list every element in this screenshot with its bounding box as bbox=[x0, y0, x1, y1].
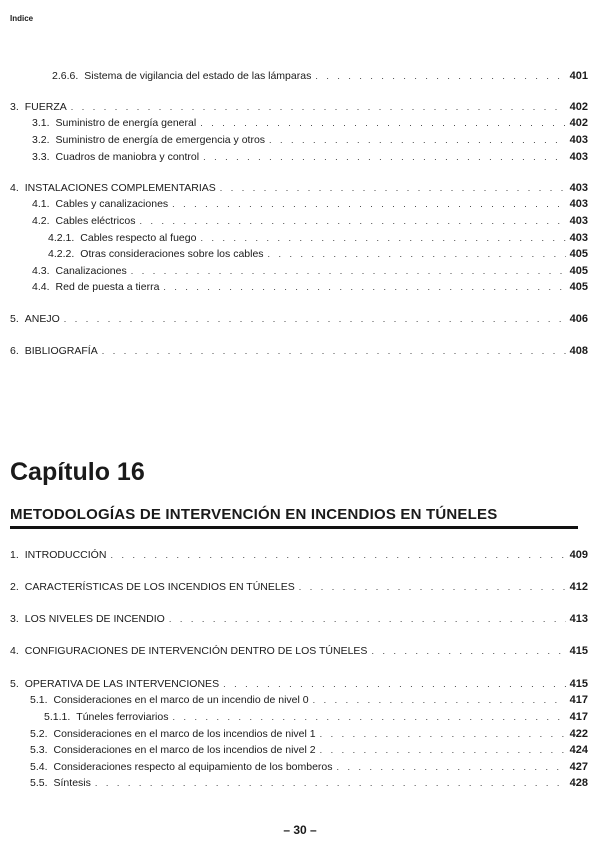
toc-entry-title: Consideraciones en el marco de los incendios de nivel 1 bbox=[53, 728, 316, 740]
toc-entry-title: BIBLIOGRAFÍA bbox=[24, 345, 98, 357]
toc-entry-number: 5.2. bbox=[30, 728, 48, 740]
toc-entry-page: 413 bbox=[569, 613, 588, 625]
toc-entry-page: 405 bbox=[569, 248, 588, 260]
toc-entry-number: 4.2. bbox=[32, 215, 50, 227]
toc-entry bbox=[10, 101, 588, 113]
toc-entry bbox=[48, 248, 588, 260]
toc-entry-title: Síntesis bbox=[53, 777, 91, 789]
toc-entry bbox=[30, 761, 588, 773]
toc-dot-leader bbox=[139, 215, 565, 227]
toc-dot-leader bbox=[337, 761, 566, 773]
toc-entry-number: 1. bbox=[10, 549, 19, 561]
running-header: Indice bbox=[10, 14, 34, 23]
toc-entry-page: 405 bbox=[569, 265, 588, 277]
toc-entry bbox=[30, 744, 588, 756]
toc-entry bbox=[32, 215, 588, 227]
toc-dot-leader bbox=[220, 182, 566, 194]
toc-dot-leader bbox=[172, 711, 565, 723]
toc-entry-title: Sistema de vigilancia del estado de las lámparas bbox=[84, 70, 312, 82]
toc-entry-number: 5. bbox=[10, 678, 19, 690]
toc-entry-number: 3. bbox=[10, 101, 19, 113]
toc-entry-number: 3.3. bbox=[32, 151, 50, 163]
toc-dot-leader bbox=[95, 777, 566, 789]
toc-entry bbox=[10, 345, 588, 357]
toc-dot-leader bbox=[313, 694, 566, 706]
toc-entry-title: Canalizaciones bbox=[55, 265, 127, 277]
page-number: – 30 – bbox=[283, 823, 317, 837]
toc-entry-page: 409 bbox=[569, 549, 588, 561]
toc-entry bbox=[32, 281, 588, 293]
toc-entry-number: 4. bbox=[10, 182, 19, 194]
toc-entry-page: 403 bbox=[569, 182, 588, 194]
toc-entry bbox=[32, 265, 588, 277]
toc-entry-title: Túneles ferroviarios bbox=[76, 711, 169, 723]
toc-entry-number: 5.3. bbox=[30, 744, 48, 756]
chapter-title-rule bbox=[10, 526, 578, 529]
toc-entry-page: 406 bbox=[569, 313, 588, 325]
toc-dot-leader bbox=[320, 744, 566, 756]
toc-entry-title: CONFIGURACIONES DE INTERVENCIÓN DENTRO DE LOS TÚNELES bbox=[24, 645, 368, 657]
toc-dot-leader bbox=[131, 265, 566, 277]
toc-entry-number: 5.4. bbox=[30, 761, 48, 773]
toc-entry-number: 2.6.6. bbox=[52, 70, 79, 82]
toc-entry bbox=[10, 581, 588, 593]
toc-dot-leader bbox=[269, 134, 566, 146]
toc-dot-leader bbox=[315, 70, 565, 82]
toc-entry-title: Cables respecto al fuego bbox=[80, 232, 197, 244]
toc-entry-page: 403 bbox=[569, 215, 588, 227]
toc-entry bbox=[30, 694, 588, 706]
toc-entry-page: 417 bbox=[569, 711, 588, 723]
toc-entry-number: 5. bbox=[10, 313, 19, 325]
toc-entry-page: 403 bbox=[569, 151, 588, 163]
toc-entry bbox=[10, 549, 588, 561]
toc-entry-page: 428 bbox=[569, 777, 588, 789]
toc-entry-page: 403 bbox=[569, 232, 588, 244]
toc-entry-number: 4.4. bbox=[32, 281, 50, 293]
toc-entry-number: 4.1. bbox=[32, 198, 50, 210]
toc-dot-leader bbox=[110, 549, 565, 561]
toc-entry-title: Cuadros de maniobra y control bbox=[55, 151, 200, 163]
toc-entry bbox=[10, 182, 588, 194]
toc-entry-title: Cables eléctricos bbox=[55, 215, 136, 227]
toc-entry-number: 4. bbox=[10, 645, 19, 657]
toc-entry-title: INTRODUCCIÓN bbox=[24, 549, 107, 561]
toc-dot-leader bbox=[299, 581, 566, 593]
toc-dot-leader bbox=[163, 281, 565, 293]
toc-entry bbox=[10, 645, 588, 657]
toc-entry bbox=[10, 313, 588, 325]
toc-entry-number: 4.2.2. bbox=[48, 248, 75, 260]
toc-entry bbox=[32, 151, 588, 163]
toc-entry-page: 403 bbox=[569, 198, 588, 210]
toc-entry-title: Suministro de energía de emergencia y otros bbox=[55, 134, 266, 146]
toc-entry bbox=[30, 728, 588, 740]
toc-entry-page: 401 bbox=[569, 70, 588, 82]
toc-entry-title: Consideraciones en el marco de un incendio de nivel 0 bbox=[53, 694, 309, 706]
toc-entry-page: 403 bbox=[569, 134, 588, 146]
toc-entry-title: LOS NIVELES DE INCENDIO bbox=[24, 613, 165, 625]
toc-entry-page: 402 bbox=[569, 101, 588, 113]
toc-entry-title: INSTALACIONES COMPLEMENTARIAS bbox=[24, 182, 216, 194]
chapter-label: Capítulo 16 bbox=[10, 458, 145, 486]
toc-entry-number: 2. bbox=[10, 581, 19, 593]
toc-entry-page: 424 bbox=[569, 744, 588, 756]
toc-dot-leader bbox=[64, 313, 566, 325]
toc-entry-title: ANEJO bbox=[24, 313, 60, 325]
toc-dot-leader bbox=[102, 345, 566, 357]
toc-entry-title: OPERATIVA DE LAS INTERVENCIONES bbox=[24, 678, 220, 690]
toc-entry-page: 415 bbox=[569, 645, 588, 657]
toc-entry-page: 422 bbox=[569, 728, 588, 740]
toc-entry bbox=[10, 613, 588, 625]
toc-entry-title: Consideraciones respecto al equipamiento de los bomberos bbox=[53, 761, 333, 773]
toc-dot-leader bbox=[320, 728, 566, 740]
toc-dot-leader bbox=[268, 248, 566, 260]
toc-entry-title: Red de puesta a tierra bbox=[55, 281, 160, 293]
toc-dot-leader bbox=[223, 678, 566, 690]
toc-entry-title: CARACTERÍSTICAS DE LOS INCENDIOS EN TÚNELES bbox=[24, 581, 295, 593]
toc-entry bbox=[30, 777, 588, 789]
toc-dot-leader bbox=[169, 613, 566, 625]
toc-dot-leader bbox=[172, 198, 565, 210]
toc-entry-number: 3. bbox=[10, 613, 19, 625]
toc-entry-page: 417 bbox=[569, 694, 588, 706]
toc-dot-leader bbox=[203, 151, 566, 163]
toc-dot-leader bbox=[200, 232, 565, 244]
toc-dot-leader bbox=[71, 101, 566, 113]
toc-entry-number: 6. bbox=[10, 345, 19, 357]
toc-entry-number: 4.3. bbox=[32, 265, 50, 277]
toc-entry-title: Otras consideraciones sobre los cables bbox=[80, 248, 264, 260]
toc-entry-page: 412 bbox=[569, 581, 588, 593]
toc-entry-title: Consideraciones en el marco de los incendios de nivel 2 bbox=[53, 744, 316, 756]
toc-entry bbox=[44, 711, 588, 723]
toc-entry-page: 408 bbox=[569, 345, 588, 357]
toc-entry-number: 5.5. bbox=[30, 777, 48, 789]
toc-entry bbox=[32, 117, 588, 129]
toc-entry-title: FUERZA bbox=[24, 101, 67, 113]
toc-entry bbox=[52, 70, 588, 82]
toc-entry-title: Cables y canalizaciones bbox=[55, 198, 169, 210]
toc-entry-page: 405 bbox=[569, 281, 588, 293]
toc-entry bbox=[48, 232, 588, 244]
toc-entry bbox=[32, 134, 588, 146]
toc-entry-number: 3.2. bbox=[32, 134, 50, 146]
toc-entry-page: 402 bbox=[569, 117, 588, 129]
toc-entry-number: 4.2.1. bbox=[48, 232, 75, 244]
toc-dot-leader bbox=[200, 117, 565, 129]
toc-entry bbox=[10, 678, 588, 690]
toc-entry-number: 5.1. bbox=[30, 694, 48, 706]
toc-entry-page: 415 bbox=[569, 678, 588, 690]
toc-entry-number: 5.1.1. bbox=[44, 711, 71, 723]
toc-entry bbox=[32, 198, 588, 210]
toc-entry-number: 3.1. bbox=[32, 117, 50, 129]
toc-entry-title: Suministro de energía general bbox=[55, 117, 197, 129]
chapter-title: METODOLOGÍAS DE INTERVENCIÓN EN INCENDIOS EN TÚNELES bbox=[10, 506, 498, 523]
toc-dot-leader bbox=[371, 645, 565, 657]
toc-entry-page: 427 bbox=[569, 761, 588, 773]
